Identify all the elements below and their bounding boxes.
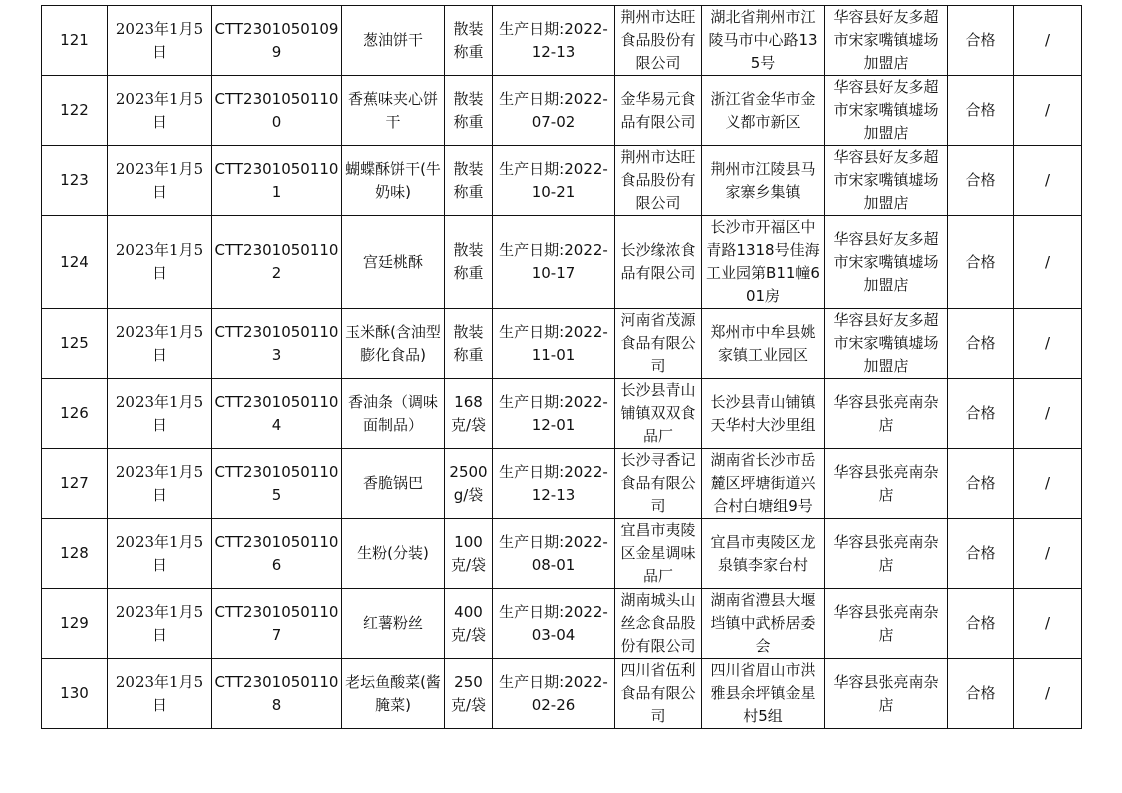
table-row bbox=[42, 6, 1082, 76]
production-date-cell: 生产日期:2022-10-17 bbox=[493, 216, 615, 309]
spec-cell: 散装称重 bbox=[445, 309, 493, 379]
production-date-cell: 生产日期:2022-10-21 bbox=[493, 146, 615, 216]
spec-cell: 2500g/袋 bbox=[445, 449, 493, 519]
sampled-store-cell: 华容县张亮南杂店 bbox=[825, 449, 948, 519]
row-number-cell: 129 bbox=[42, 589, 108, 659]
row-number-cell: 124 bbox=[42, 216, 108, 309]
manufacturer-address-cell: 湖南省长沙市岳麓区坪塘街道兴合村白塘组9号 bbox=[702, 449, 825, 519]
result-cell: 合格 bbox=[948, 449, 1014, 519]
table-row bbox=[42, 519, 1082, 589]
product-name-cell: 宫廷桃酥 bbox=[342, 216, 445, 309]
note-cell: / bbox=[1014, 449, 1082, 519]
product-name-cell: 玉米酥(含油型膨化食品) bbox=[342, 309, 445, 379]
manufacturer-cell: 长沙县青山铺镇双双食品厂 bbox=[615, 379, 702, 449]
sample-code-cell: CTT23010501104 bbox=[212, 379, 342, 449]
table-row bbox=[42, 659, 1082, 729]
date-cell: 2023年1月5日 bbox=[108, 589, 212, 659]
manufacturer-cell: 宜昌市夷陵区金星调味品厂 bbox=[615, 519, 702, 589]
sample-code-cell: CTT23010501107 bbox=[212, 589, 342, 659]
manufacturer-cell: 金华易元食品有限公司 bbox=[615, 76, 702, 146]
table-row bbox=[42, 589, 1082, 659]
production-date-cell: 生产日期:2022-12-13 bbox=[493, 449, 615, 519]
table-row bbox=[42, 309, 1082, 379]
manufacturer-address-cell: 宜昌市夷陵区龙泉镇李家台村 bbox=[702, 519, 825, 589]
product-name-cell: 香蕉味夹心饼干 bbox=[342, 76, 445, 146]
note-cell: / bbox=[1014, 309, 1082, 379]
sample-code-cell: CTT23010501106 bbox=[212, 519, 342, 589]
result-cell: 合格 bbox=[948, 309, 1014, 379]
manufacturer-address-cell: 长沙县青山铺镇天华村大沙里组 bbox=[702, 379, 825, 449]
result-cell: 合格 bbox=[948, 216, 1014, 309]
manufacturer-cell: 长沙寻香记食品有限公司 bbox=[615, 449, 702, 519]
production-date-cell: 生产日期:2022-08-01 bbox=[493, 519, 615, 589]
product-name-cell: 香油条（调味面制品） bbox=[342, 379, 445, 449]
spec-cell: 400克/袋 bbox=[445, 589, 493, 659]
spec-cell: 散装称重 bbox=[445, 216, 493, 309]
production-date-cell: 生产日期:2022-11-01 bbox=[493, 309, 615, 379]
sampled-store-cell: 华容县张亮南杂店 bbox=[825, 659, 948, 729]
product-name-cell: 蝴蝶酥饼干(牛奶味) bbox=[342, 146, 445, 216]
note-cell: / bbox=[1014, 659, 1082, 729]
row-number-cell: 130 bbox=[42, 659, 108, 729]
sample-code-cell: CTT23010501105 bbox=[212, 449, 342, 519]
production-date-cell: 生产日期:2022-12-01 bbox=[493, 379, 615, 449]
row-number-cell: 121 bbox=[42, 6, 108, 76]
note-cell: / bbox=[1014, 146, 1082, 216]
manufacturer-address-cell: 郑州市中牟县姚家镇工业园区 bbox=[702, 309, 825, 379]
date-cell: 2023年1月5日 bbox=[108, 309, 212, 379]
spec-cell: 100克/袋 bbox=[445, 519, 493, 589]
result-cell: 合格 bbox=[948, 519, 1014, 589]
manufacturer-address-cell: 湖北省荆州市江陵马市中心路135号 bbox=[702, 6, 825, 76]
sample-code-cell: CTT23010501101 bbox=[212, 146, 342, 216]
row-number-cell: 127 bbox=[42, 449, 108, 519]
table-row bbox=[42, 379, 1082, 449]
note-cell: / bbox=[1014, 6, 1082, 76]
date-cell: 2023年1月5日 bbox=[108, 6, 212, 76]
date-cell: 2023年1月5日 bbox=[108, 519, 212, 589]
manufacturer-address-cell: 长沙市开福区中青路1318号佳海工业园第B11幢601房 bbox=[702, 216, 825, 309]
sample-code-cell: CTT23010501100 bbox=[212, 76, 342, 146]
sampled-store-cell: 华容县好友多超市宋家嘴镇墟场加盟店 bbox=[825, 309, 948, 379]
manufacturer-address-cell: 荆州市江陵县马家寨乡集镇 bbox=[702, 146, 825, 216]
sample-code-cell: CTT23010501102 bbox=[212, 216, 342, 309]
manufacturer-cell: 四川省伍利食品有限公司 bbox=[615, 659, 702, 729]
row-number-cell: 126 bbox=[42, 379, 108, 449]
spec-cell: 168克/袋 bbox=[445, 379, 493, 449]
production-date-cell: 生产日期:2022-02-26 bbox=[493, 659, 615, 729]
spec-cell: 散装称重 bbox=[445, 146, 493, 216]
date-cell: 2023年1月5日 bbox=[108, 449, 212, 519]
product-name-cell: 红薯粉丝 bbox=[342, 589, 445, 659]
note-cell: / bbox=[1014, 216, 1082, 309]
table-row bbox=[42, 146, 1082, 216]
sampled-store-cell: 华容县张亮南杂店 bbox=[825, 519, 948, 589]
sample-code-cell: CTT23010501108 bbox=[212, 659, 342, 729]
sampled-store-cell: 华容县张亮南杂店 bbox=[825, 379, 948, 449]
date-cell: 2023年1月5日 bbox=[108, 659, 212, 729]
product-name-cell: 生粉(分装) bbox=[342, 519, 445, 589]
row-number-cell: 123 bbox=[42, 146, 108, 216]
sampled-store-cell: 华容县好友多超市宋家嘴镇墟场加盟店 bbox=[825, 6, 948, 76]
note-cell: / bbox=[1014, 589, 1082, 659]
row-number-cell: 125 bbox=[42, 309, 108, 379]
manufacturer-address-cell: 四川省眉山市洪雅县余坪镇金星村5组 bbox=[702, 659, 825, 729]
table-row bbox=[42, 76, 1082, 146]
date-cell: 2023年1月5日 bbox=[108, 379, 212, 449]
sample-code-cell: CTT23010501099 bbox=[212, 6, 342, 76]
sampled-store-cell: 华容县好友多超市宋家嘴镇墟场加盟店 bbox=[825, 76, 948, 146]
spec-cell: 250克/袋 bbox=[445, 659, 493, 729]
sampled-store-cell: 华容县好友多超市宋家嘴镇墟场加盟店 bbox=[825, 216, 948, 309]
result-cell: 合格 bbox=[948, 659, 1014, 729]
result-cell: 合格 bbox=[948, 76, 1014, 146]
manufacturer-cell: 长沙缘浓食品有限公司 bbox=[615, 216, 702, 309]
result-cell: 合格 bbox=[948, 146, 1014, 216]
manufacturer-address-cell: 浙江省金华市金义都市新区 bbox=[702, 76, 825, 146]
note-cell: / bbox=[1014, 519, 1082, 589]
spec-cell: 散装称重 bbox=[445, 76, 493, 146]
manufacturer-cell: 湖南城头山丝念食品股份有限公司 bbox=[615, 589, 702, 659]
date-cell: 2023年1月5日 bbox=[108, 216, 212, 309]
product-name-cell: 老坛鱼酸菜(酱腌菜) bbox=[342, 659, 445, 729]
sampled-store-cell: 华容县好友多超市宋家嘴镇墟场加盟店 bbox=[825, 146, 948, 216]
production-date-cell: 生产日期:2022-07-02 bbox=[493, 76, 615, 146]
date-cell: 2023年1月5日 bbox=[108, 146, 212, 216]
table-row bbox=[42, 216, 1082, 309]
result-cell: 合格 bbox=[948, 6, 1014, 76]
spec-cell: 散装称重 bbox=[445, 6, 493, 76]
product-name-cell: 葱油饼干 bbox=[342, 6, 445, 76]
result-cell: 合格 bbox=[948, 589, 1014, 659]
row-number-cell: 122 bbox=[42, 76, 108, 146]
inspection-table bbox=[41, 5, 1082, 729]
production-date-cell: 生产日期:2022-12-13 bbox=[493, 6, 615, 76]
date-cell: 2023年1月5日 bbox=[108, 76, 212, 146]
note-cell: / bbox=[1014, 76, 1082, 146]
manufacturer-cell: 荆州市达旺食品股份有限公司 bbox=[615, 6, 702, 76]
manufacturer-cell: 河南省茂源食品有限公司 bbox=[615, 309, 702, 379]
production-date-cell: 生产日期:2022-03-04 bbox=[493, 589, 615, 659]
note-cell: / bbox=[1014, 379, 1082, 449]
product-name-cell: 香脆锅巴 bbox=[342, 449, 445, 519]
sample-code-cell: CTT23010501103 bbox=[212, 309, 342, 379]
manufacturer-address-cell: 湖南省澧县大堰垱镇中武桥居委会 bbox=[702, 589, 825, 659]
table-row bbox=[42, 449, 1082, 519]
result-cell: 合格 bbox=[948, 379, 1014, 449]
manufacturer-cell: 荆州市达旺食品股份有限公司 bbox=[615, 146, 702, 216]
sampled-store-cell: 华容县张亮南杂店 bbox=[825, 589, 948, 659]
row-number-cell: 128 bbox=[42, 519, 108, 589]
